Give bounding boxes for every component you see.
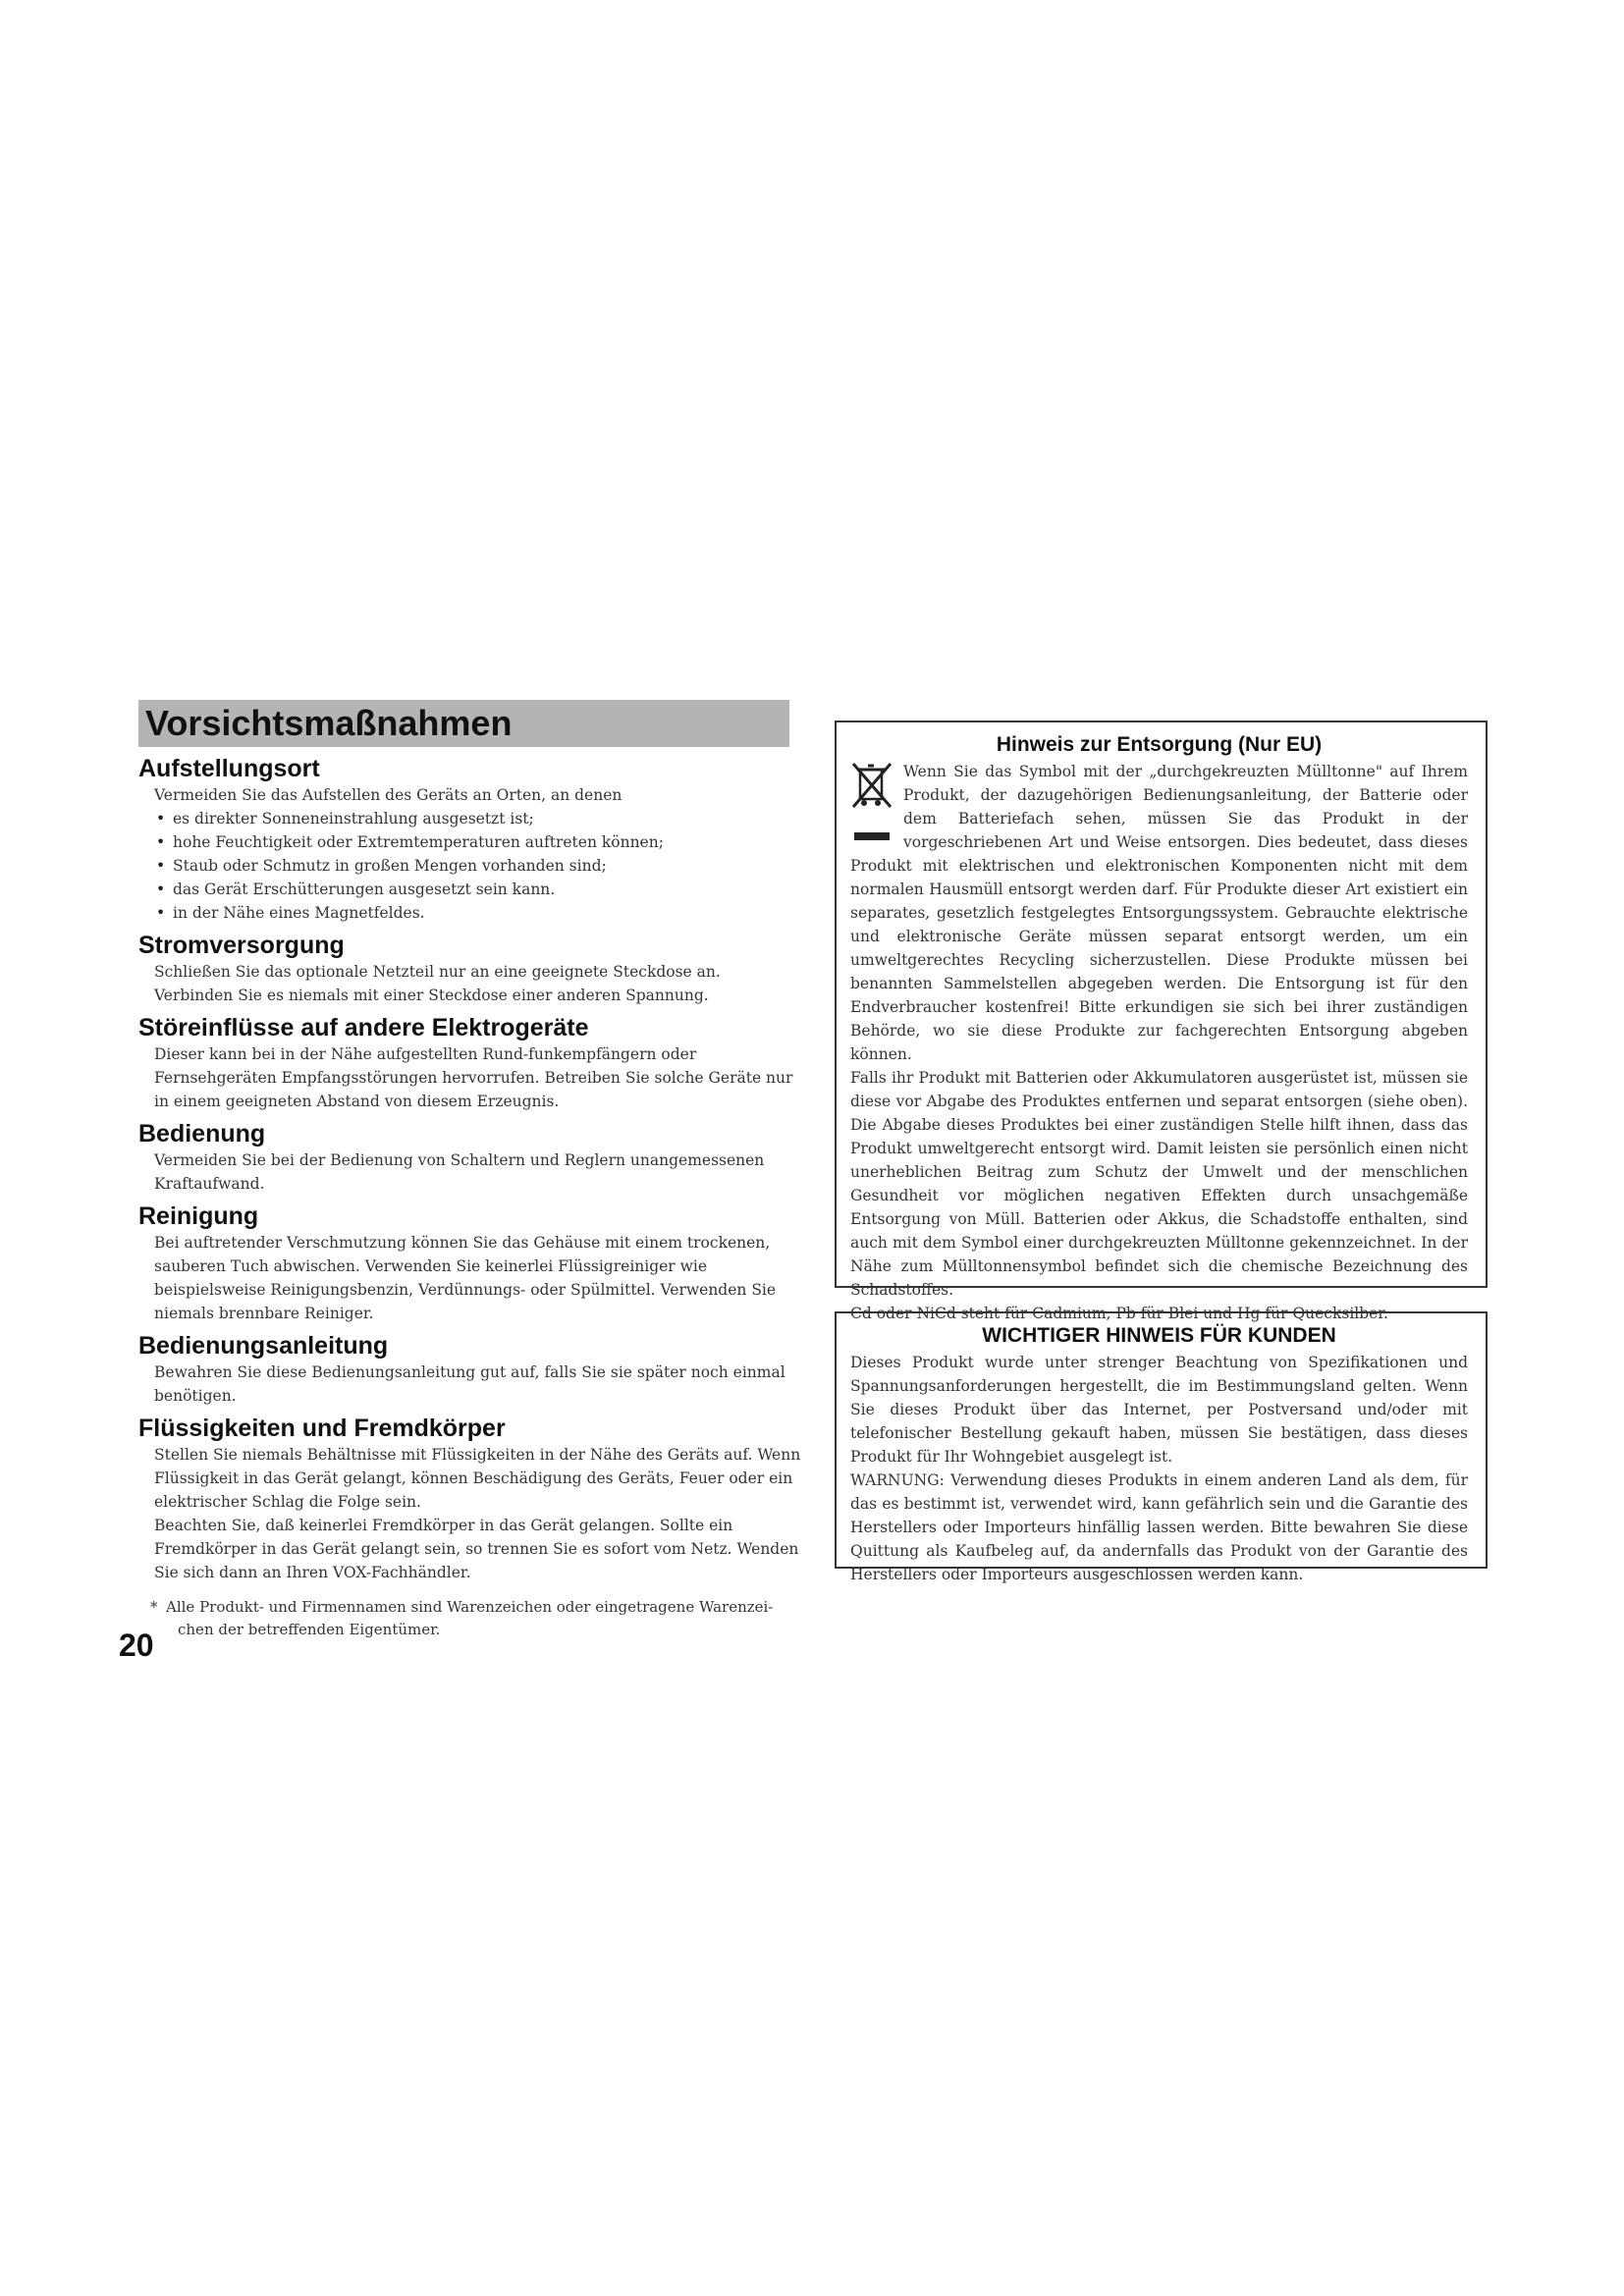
list-item: • in der Nähe eines Magnetfeldes. xyxy=(154,901,804,925)
section-body: Stellen Sie niemals Behältnisse mit Flüssigkeiten in der Nähe des Geräts auf. Wenn Flüssigkeit in das Gerät gelangt, können Beschädigung des Geräts, Feuer oder ein elektrischer Schlag die Folge sein. xyxy=(154,1446,801,1511)
section-stromversorgung xyxy=(138,931,804,1007)
list-item: • Staub oder Schmutz in großen Mengen vorhanden sind; xyxy=(154,854,804,878)
disposal-paragraph: Cd oder NiCd steht für Cadmium, Pb für Blei und Hg für Quecksilber. xyxy=(850,1305,1388,1322)
section-title: Bedienung xyxy=(138,1120,266,1148)
section-fluessigkeiten xyxy=(138,1414,804,1584)
section-body: Bewahren Sie diese Bedienungsanleitung gut auf, falls Sie sie später noch einmal benötigen. xyxy=(154,1363,785,1405)
section-title: Störeinflüsse auf andere Elektrogeräte xyxy=(138,1014,589,1041)
section-body: Dieser kann bei in der Nähe aufgestellten Rund-funkempfängern oder Fernsehgeräten Empfangsstörungen hervorrufen. Betreiben Sie solche Geräte nur in einem geeigneten Abstand von diesem Erzeugnis. xyxy=(154,1045,793,1110)
section-stoereinfluesse xyxy=(138,1013,804,1113)
disposal-notice-box xyxy=(835,721,1488,1322)
list-item: • das Gerät Erschütterungen ausgesetzt sein kann. xyxy=(154,878,804,901)
disposal-paragraph: Wenn Sie das Symbol mit der „durchgekreuzten Mülltonne" auf Ihrem Produkt, der dazugehörigen Bedienungsanleitung, der Batterie oder dem Batteriefach sehen, müssen Sie das Produkt in der vorgeschriebenen Art und Weise entsorgen. Dies bedeutet, dass dieses Produkt mit elektrischen und elektronischen Komponenten nicht mit dem normalen Hausmüll entsorgt werden darf. Für Produkte dieser Art existiert ein separates, gesetzlich festgelegtes Entsorgungssystem. Gebrauchte elektrische und elektronische Geräte müssen separat entsorgt werden, um ein umweltgerechtes Recycling sicherzustellen. Diese Produkte müssen bei benannten Sammelstellen abgegeben werden. Die Entsorgung ist für den Endverbraucher kostenfrei! Bitte erkundigen sie sich bei ihrer zuständigen Behörde, wo sie diese Produkte zur fachgerechten Entsorgung abgeben können. xyxy=(850,763,1468,1063)
footnote-line: chen der betreffenden Eigentümer. xyxy=(178,1621,441,1638)
section-body: Vermeiden Sie bei der Bedienung von Schaltern und Reglern unangemessenen Kraftaufwand. xyxy=(154,1151,765,1193)
section-title: Aufstellungsort xyxy=(138,755,320,782)
section-title: Stromversorgung xyxy=(138,932,345,959)
page-number: 20 xyxy=(119,1628,154,1663)
section-body: Beachten Sie, daß keinerlei Fremdkörper in das Gerät gelangen. Sollte ein Fremdkörper in das Gerät gelangt sein, so trennen Sie es sofort vom Netz. Wenden Sie sich dann an Ihren VOX-Fachhändler. xyxy=(154,1517,799,1581)
customer-paragraph: WARNUNG: Verwendung dieses Produkts in einem anderen Land als dem, für das es bestimmt ist, verwendet wird, kann gefährlich sein und die Garantie des Herstellers oder Importeurs hinfällig lassen werden. Bitte bewahren Sie diese Quittung als Kaufbeleg auf, da andernfalls das Produkt von der Garantie des Herstellers oder Importeurs ausgeschlossen werden kann. xyxy=(850,1471,1468,1583)
disposal-paragraph: Falls ihr Produkt mit Batterien oder Akkumulatoren ausgerüstet ist, müssen sie diese vor Abgabe des Produktes entfernen und separat entsorgen (siehe oben). Die Abgabe dieses Produktes bei einer zuständigen Stelle hilft ihnen, dass das Produkt umweltgerecht entsorgt wird. Damit leisten sie persönlich einen nicht unerheblichen Beitrag zum Schutz der Umwelt und der menschlichen Gesundheit vor möglichen negativen Effekten durch unsachgemäße Entsorgung von Müll. Batterien oder Akkus, die Schadstoffe enthalten, sind auch mit dem Symbol einer durchgekreuzten Mülltonne gekennzeichnet. In der Nähe zum Mülltonnensymbol befindet sich die chemische Bezeichnung des Schadstoffes. xyxy=(850,1069,1468,1299)
section-reinigung xyxy=(138,1201,804,1325)
section-body: Bei auftretender Verschmutzung können Sie das Gehäuse mit einem trockenen, sauberen Tuch abwischen. Verwenden Sie keinerlei Flüssigreiniger wie beispielsweise Reinigungsbenzin, Verdünnungs- oder Spülmittel. Verwenden Sie niemals brennbare Reiniger. xyxy=(154,1234,777,1322)
section-title: Reinigung xyxy=(138,1202,259,1230)
customer-paragraph: Dieses Produkt wurde unter strenger Beachtung von Spezifikationen und Spannungsanforderungen hergestellt, die im Bestimmungsland gelten. Wenn Sie dieses Produkt über das Internet, per Postversand und/oder mit telefonischer Bestellung gekauft haben, müssen Sie bestätigen, dass dieses Produkt für Ihr Wohngebiet ausgelegt ist. xyxy=(850,1354,1468,1466)
footnote-mark: * xyxy=(150,1598,158,1616)
bullet-list xyxy=(154,807,804,925)
section-title: Flüssigkeiten und Fremdkörper xyxy=(138,1415,506,1442)
list-item: • hohe Feuchtigkeit oder Extremtemperaturen auftreten können; xyxy=(154,830,804,854)
customer-notice-title: WICHTIGER HINWEIS FÜR KUNDEN xyxy=(982,1324,1336,1347)
customer-notice-box xyxy=(835,1311,1488,1583)
section-body: Schließen Sie das optionale Netzteil nur an eine geeignete Steckdose an. Verbinden Sie es niemals mit einer Steckdose einer anderen Spannung. xyxy=(154,963,721,1004)
crossed-out-wheelie-bin-with-bar-icon xyxy=(850,762,893,846)
section-title: Bedienungsanleitung xyxy=(138,1332,389,1360)
list-item: • es direkter Sonneneinstrahlung ausgesetzt ist; xyxy=(154,807,804,830)
section-bedienung xyxy=(138,1119,804,1196)
precautions-column xyxy=(138,754,804,1641)
section-bedienungsanleitung xyxy=(138,1331,804,1408)
footnote-line: Alle Produkt- und Firmennamen sind Warenzeichen oder eingetragene Warenzei- xyxy=(166,1598,774,1616)
footnote xyxy=(138,1596,804,1641)
section-aufstellungsort xyxy=(138,754,804,925)
section-intro: Vermeiden Sie das Aufstellen des Geräts an Orten, an denen xyxy=(154,786,623,804)
page-title: Vorsichtsmaßnahmen xyxy=(138,700,789,747)
disposal-notice-title: Hinweis zur Entsorgung (Nur EU) xyxy=(996,733,1323,756)
